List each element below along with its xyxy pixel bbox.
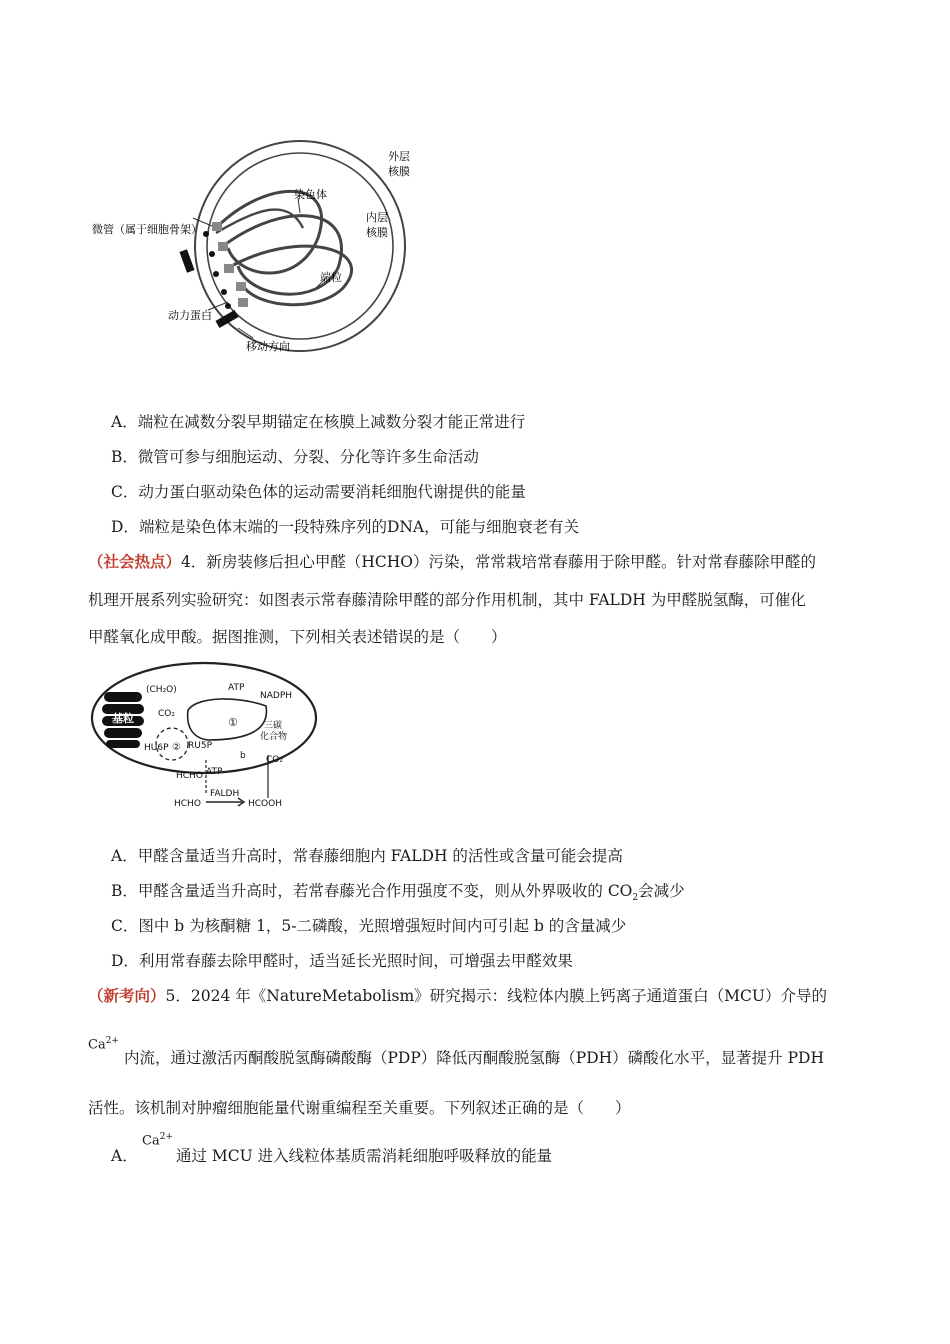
q4-stem-line-3: 甲醛氧化成甲酸。据图推测，下列相关表述错误的是（ ） xyxy=(88,628,507,646)
motor-protein-label: 动力蛋白 xyxy=(168,309,212,322)
co2-subscript: 2 xyxy=(632,893,639,904)
option-b-tail: 会减少 xyxy=(638,882,685,900)
calcium-ion xyxy=(88,1036,119,1052)
q4-option-a[interactable]: A．甲醛含量适当升高时，常春藤细胞内 FALDH 的活性或含量可能会提高 xyxy=(111,847,623,865)
option-letter: A． xyxy=(111,413,138,431)
q5-stem-line-2: 内流，通过激活丙酮酸脱氢酶磷酸酶（PDP）降低丙酮酸脱氢酶（PDH）磷酸化水平，显著提升 PDH xyxy=(124,1049,824,1067)
direction-label: 移动方向 xyxy=(246,340,290,353)
q5-option-a-letter[interactable]: A． xyxy=(111,1147,138,1165)
option-letter: C． xyxy=(111,483,139,501)
three-carbon-label-2: 化合物 xyxy=(260,732,288,742)
cycle-1-label: ① xyxy=(228,716,238,729)
q5-text-1: 5．2024 年《NatureMetabolism》研究揭示：线粒体内膜上钙离子通道蛋白（MCU）介导的 xyxy=(165,987,827,1005)
ca-charge: 2+ xyxy=(159,1132,173,1142)
cycle-2-label: ② xyxy=(172,742,181,753)
q4-option-c[interactable]: C．图中 b 为核酮糖 1，5-二磷酸，光照增强短时间内可引起 b 的含量减少 xyxy=(111,917,627,935)
outer-membrane-label: 外层 xyxy=(388,150,410,163)
telomere-label: 端粒 xyxy=(320,271,342,284)
chloroplast-figure xyxy=(88,660,328,818)
ca-charge: 2+ xyxy=(105,1036,119,1046)
hu6p-label: HU6P xyxy=(144,743,169,753)
q5-stem-line-1 xyxy=(88,986,827,1006)
option-text: 端粒在减数分裂早期锚定在核膜上减数分裂才能正常进行 xyxy=(137,413,526,431)
option-text: 端粒是染色体末端的一段特殊序列的DNA，可能与细胞衰老有关 xyxy=(138,518,580,536)
q5-option-a-text[interactable]: 通过 MCU 进入线粒体基质需消耗细胞呼吸释放的能量 xyxy=(176,1147,553,1165)
q4-option-d[interactable]: D．利用常春藤去除甲醛时，适当延长光照时间，可增强去甲醛效果 xyxy=(111,952,573,970)
q3-option-b[interactable] xyxy=(111,447,479,467)
q3-option-a[interactable] xyxy=(111,412,525,432)
q4-stem-line-2: 机理开展系列实验研究：如图表示常春藤清除甲醛的部分作用机制，其中 FALDH 为甲醛脱氢酶，可催化 xyxy=(88,591,806,609)
ca-symbol: Ca xyxy=(142,1133,160,1149)
ch2o-label: (CH₂O) xyxy=(146,685,177,695)
hcho-inner-label: HCHO xyxy=(176,771,203,781)
q5-stem-line-3: 活性。该机制对肿瘤细胞能量代谢重编程至关重要。下列叙述正确的是（ ） xyxy=(88,1099,631,1117)
hcho-outer-label: HCHO xyxy=(174,799,201,809)
inner-membrane-label-2: 核膜 xyxy=(366,226,388,239)
q4-stem-line-1 xyxy=(88,552,816,572)
atp-bottom-label: ATP xyxy=(206,767,223,777)
option-letter: D． xyxy=(111,518,139,536)
co2-right-label: CO₂ xyxy=(266,755,283,765)
q3-option-c[interactable] xyxy=(111,482,526,502)
ca-symbol: Ca xyxy=(88,1037,106,1053)
ru5p-label: RU5P xyxy=(188,741,212,751)
option-text: 动力蛋白驱动染色体的运动需要消耗细胞代谢提供的能量 xyxy=(138,483,526,501)
option-text: 微管可参与细胞运动、分裂、分化等许多生命活动 xyxy=(137,448,479,466)
hcooh-label: HCOOH xyxy=(248,799,282,809)
q4-text-1: 4．新房装修后担心甲醛（HCHO）污染，常常栽培常春藤用于除甲醛。针对常春藤除甲醛的 xyxy=(181,553,816,571)
inner-membrane-label: 内层 xyxy=(366,211,388,224)
co2-left-label: CO₂ xyxy=(158,709,175,719)
faldh-label: FALDH xyxy=(210,789,240,799)
outer-membrane-label-2: 核膜 xyxy=(388,165,410,178)
q4-tag: （社会热点） xyxy=(88,552,182,571)
q5-tag: （新考向） xyxy=(88,986,166,1005)
nucleus-telomere-figure xyxy=(88,138,428,360)
calcium-ion-option xyxy=(142,1132,173,1148)
three-carbon-label-1: 三碳 xyxy=(264,721,283,731)
q3-option-d[interactable] xyxy=(111,517,579,537)
microtubule-label: 微管（属于细胞骨架） xyxy=(92,223,202,236)
option-letter: B． xyxy=(111,448,138,466)
b-label: b xyxy=(240,751,246,761)
nadph-label: NADPH xyxy=(260,691,293,701)
atp-top-label: ATP xyxy=(228,683,245,693)
q4-option-b[interactable] xyxy=(111,881,685,908)
option-b-text: B．甲醛含量适当升高时，若常春藤光合作用强度不变，则从外界吸收的 CO xyxy=(111,882,633,900)
granum-label: 基粒 xyxy=(112,712,134,725)
chromosome-label: 染色体 xyxy=(294,188,327,201)
